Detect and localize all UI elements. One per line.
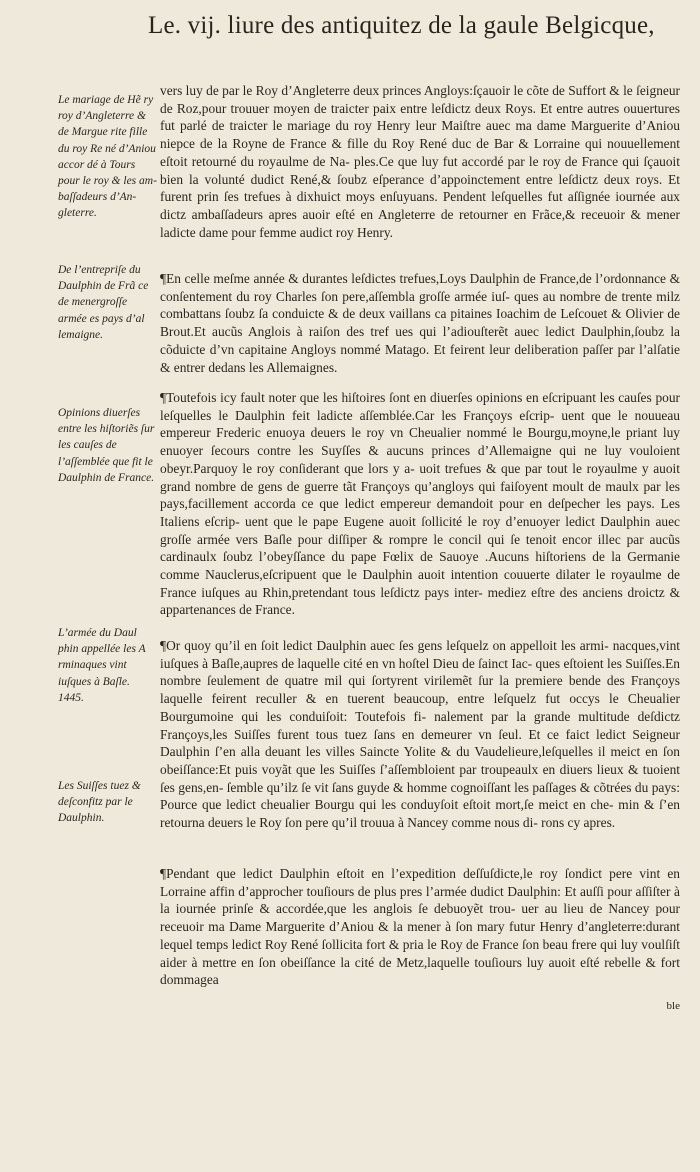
running-header <box>0 12 700 72</box>
page-title: Le. vij. liure des antiquitez de la gaule Belgicque, <box>148 12 655 39</box>
paragraph-3: ¶Toutefois icy fault noter que les hiſtoires ſont en diuerſes opinions en eſcripuant les cauſes pour leſquelles le Daulphin feit ladicte aſſemblée.Car les Françoys eſcrip- uent que le nouueau empereur Frederic enuoya deuers le roy vn Cheualier nommé le Bourgu,moyne,le priant luy enuoyer ſecours contre les Suyſſes & aucuns princes d’Allemaigne qui ne luy vouloient obeyr.Parquoy le roy conſiderant que lors y a- uoit trefues & que par tout le royaulme y auoit grand nombre de gens de guerre tãt Françoys qu’angloys qui faiſoyent moult de maulx par les pays,facillement accorda ce que ledict empereur demandoit pour en deſpecher les pays. Les Italiens eſcrip- uent que le pape Eugene auoit ſollicité le roy d’enuoyer ledict Daulphin auec groſſe armée vers Baſle pour diſſiper & rompre le concil qui ſe tenoit encor illec par aucũs cardinaulx ſoubz l’obeyſſance du pape Fœlix de Sauoye .Aucuns hiſtoriens de la Germanie comme Nauclerus,eſcripuent que le Daulphin auoit intention couuerte dilater le royaulme de France iuſques au Rhin,pretendant tous leſdictz pays inter- mediez eſtre des anciens droictz & appartenances de France. <box>160 390 680 618</box>
margin-note-marriage: Le mariage de Hẽ ry roy d’Angleterre & de Margue rite fille du roy Re né d’Aniou accor dé à Tours pour le roy & les am- baſſadeurs d’An- gleterre. <box>58 94 157 220</box>
paragraph-1: vers luy de par le Roy d’Angleterre deux princes Angloys:ſçauoir le cõte de Suffort & le ſeigneur de Roz,pour trouuer moyen de traicter paix entre leſdictz deux Roys. Et entre autres ouuertures fut parlé de traicter le mariage du roy Henry leur Maiſtre auec ma dame Marguerite d’Aniou niepce de la Royne de France & fille du Roy René duc de Bar & Lorraine qui nouuellement eſtoit retourné du royaulme de Na- ples.Ce que luy fut accordé par le roy de France qui ſçauoit bien la volunté dudict René,& ſoubz eſperance d’appoinctement entre leſdictz deux roys. Et furent prin ſes trefues à dixhuict moys enſuyuans. Pendent leſquelles fut aſſignée iournée aux dictz ambaſſadeurs apres auoir eſté en Angleterre de retourner en Frãce,& receuoir & mener ladicte dame pour femme audict roy Henry. <box>160 83 680 240</box>
catchword: ble <box>666 1000 680 1012</box>
margin-note-swiss-defeated: Les Suiſſes tuez & deſconfitz par le Daulphin. <box>58 780 141 825</box>
paragraph-2: ¶En celle meſme année & durantes leſdictes trefues,Loys Daulphin de France,de l’ordonnance & conſentement du roy Charles ſon pere,aſſembla groſſe armée iuſ- ques au nombre de trente milz combattans ſoubz ſa conduicte & de deux vaillans ca pitaines Ioachim de Leſcouet & Olivier de Brout.Et aucũs Anglois à raiſon des tref ues qui l’adiouſterẽt auec ledict Daulphin,ſoubz la cõduicte d’vn capitaine Angloys nommé Matago. Et feirent leur deliberation paſſer par l’alſatie & entrer dedans les Allemaignes. <box>160 271 680 375</box>
margin-note-opinions: Opinions diuerſes entre les hiſtoriẽs ſur les cauſes de l’aſſemblée que fit le Daulphin de France. <box>58 407 155 484</box>
paragraph-4: ¶Or quoy qu’il en ſoit ledict Daulphin auec ſes gens leſquelz on appelloit les armi- nacques,vint iuſques à Baſle,aupres de laquelle cité en vn hoſtel Dieu de ſainct Iac- ques eſtoient les Suiſſes.En nombre ſeulement de quatre mil qui ſortyrent virilemẽt ſur la premiere bende des Françoys laquelle feirent reculler & en tuerent beaucoup, entre leſquelz fut occys le Cheualier Bourgumoine qui les conduiſoit: Toutefois fi- nalement par la grande multitude deſdictz Françoys,les Suiſſes furent tous tuez ſans en demeurer vn ſeul. Et ce faict ledict Seigneur Daulphin ſ’en alla deuant les villes Saincte Yolite & du Vaudelieure,leſquelles il meict en ſon obeiſſance:Et puis voyãt que les Suiſſes ſ’aſſembloient par troupeaulx en diuers lieux & tuoient ſes gens,en- ſemble qu’ilz ſe vit ſans guyde & homme cognoiſſant les paſſages & cõtrées du pays: Pource que ledict cheualier Bourgu qui les conduyſoit eſtoit mort,ſe meict en che- min & ſ’en retourna deuers le Roy ſon pere qu’il trouua à Nancey comme nous di- rons cy apres. <box>160 638 680 831</box>
paragraph-5: ¶Pendant que ledict Daulphin eſtoit en l’expedition deſſuſdicte,le roy ſondict pere vint en Lorraine affin d’approcher touſiours de plus pres l’armée dudict Daulphin: Et auſſi pour aſſiſter à la iournée prinſe & accordée,que les anglois ſe debuoyẽt trou- uer au lieu de Nancey pour receuoir ma Dame Marguerite d’Aniou & la mener à ſon mary futur Henry d’angleterre:durant lequel temps ledict Roy René ſollicita fort & pria le Roy de France ſon beau frere qui luy voulſiſt aider à mettre en ſon obeiſſance la cité de Metz,laquelle touſiours luy auoit eſté rebelle & fort dommagea <box>160 866 680 988</box>
margin-note-arminaques: L’armée du Daul phin appellée les A rminaques vint iuſques à Baſle. 1445. <box>58 627 146 704</box>
margin-note-dauphin-army: De l’entrepriſe du Daulphin de Frã ce de menergroſſe armée es pays d’al lemaigne. <box>58 264 149 341</box>
